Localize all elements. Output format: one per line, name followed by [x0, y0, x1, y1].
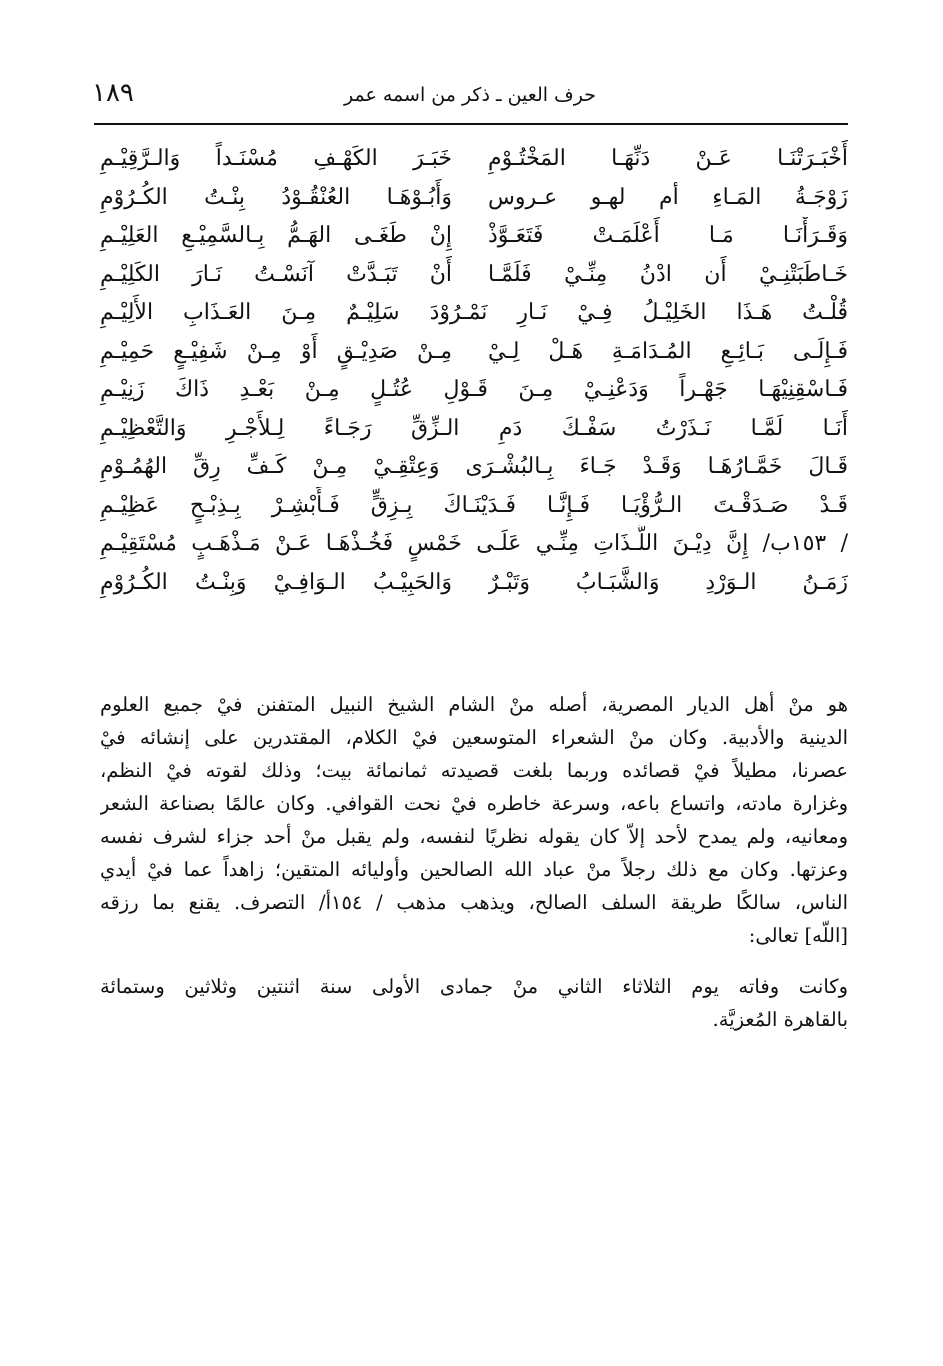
paragraph-1-line: الناس، سالكًا طريقة السلف الصالح، ويذهب مذهب / ١٥٤أ/ التصرف. يقنع بما رزقه — [100, 891, 848, 914]
verse-6-second-hemistich: مِـنْ صَدِيْـقٍ أَوْ مِـنْ شَفِيْـعٍ حَمِيْـمِ — [100, 338, 452, 364]
paragraph-1-line: [اللّه] تعالى: — [748, 924, 848, 947]
verse-12-second-hemistich: وَالحَبِيْـبُ الـوَافِـيْ وَبِنْـتُ الكُـرُوْمِ — [100, 569, 452, 595]
verse-2-first-hemistich: زَوْجَـةُ المَـاءِ أم لهـو عـروس — [488, 184, 848, 210]
verse-7-full: فَـاسْقِنِيْهَـا جَهْـراً وَدَعْنِـيْ مِـنَ قَـوْلِ عُتُـلٍ مِـنْ بَعْـدِ ذَاكَ زَنِيْـمِ — [100, 377, 848, 402]
verse-4-first-hemistich: خَـاطَبَتْنِـيْ أَن ادْنُ مِنِّـيْ فَلَمَّـا — [488, 261, 848, 287]
verse-1 — [100, 140, 848, 179]
page-number: ١٨٩ — [92, 78, 134, 108]
verse-2 — [100, 179, 848, 218]
verse-6-first-hemistich: فَـإِلَـى بَـائِـعِ المُـدَامَـةِ هَـلْ لِـيْ — [488, 338, 848, 364]
paragraph-2 — [100, 970, 848, 1036]
verse-10 — [100, 487, 848, 526]
paragraph-1-line: هو منْ أهل الديار المصرية، أصله منْ الشام الشيخ النبيل المتفنن فيْ جميع العلوم — [100, 693, 848, 716]
verse-5-full: قُلْـتُ هَـذَا الخَلِيْـلُ فِـيْ نَـارِ نَمْـرُوْدَ سَلِيْـمٌ مِـنَ العَـذَابِ الأَلِيْـمِ — [100, 300, 848, 325]
header-rule — [94, 123, 848, 125]
paragraph-1-line: وعزتها. وكان مع ذلك رجلاً منْ عباد الله الصالحين وأوليائه المتقين؛ زاهداً عما فيْ أيدي — [100, 858, 848, 881]
verse-7 — [100, 371, 848, 410]
verse-9-full: قَـالَ خَمَّـارُهَـا وَقَـدْ جَـاءَ بِـالبُشْـرَى وَعِتْقِـيْ مِـنْ كَـفِّ رِقِّ الهُمُـوْمِ — [100, 454, 848, 479]
verse-4-second-hemistich: أَنْ تَبَـدَّتْ آنَسْـتُ نَـارَ الكَلِيْـمِ — [100, 261, 452, 287]
biography-text — [100, 688, 848, 1036]
paragraph-1 — [100, 688, 848, 952]
verse-1-second-hemistich: خَبَـرَ الكَهْـفِ مُسْنَـداً وَالـرَّقِيْـمِ — [100, 146, 452, 171]
paragraph-2-line: وكانت وفاته يوم الثلاثاء الثاني منْ جمادى الأولى سنة اثنتين وثلاثين وستمائة — [100, 975, 848, 998]
verse-11 — [100, 525, 848, 564]
verse-9 — [100, 448, 848, 487]
paragraph-1-line: وغزارة مادته، واتساع باعه، وسرعة خاطره فيْ نحت القوافي. وكان عالمًا بصناعة الشعر — [100, 792, 848, 815]
verse-3 — [100, 217, 848, 256]
verse-1-first-hemistich: أَخْبَـرَتْنَـا عَـنْ دَنِّهَـا المَخْتُـوْمِ — [488, 146, 848, 171]
verse-6 — [100, 333, 848, 372]
running-title: حرف العين ـ ذكر من اسمه عمر — [344, 84, 596, 106]
verse-2-second-hemistich: وَأَبُـوْهَـا العُنْقُـوْدُ بِنْـتُ الكُـرُوْمِ — [100, 184, 452, 210]
verse-8-full: أَنَـا لَمَّـا نَـذَرْتُ سَفْـكَ دَمِ الـزِّقِّ رَجَـاءً لِـلأَجْـرِ وَالتَّعْظِيْـمِ — [100, 415, 848, 441]
paragraph-1-line: ومعانيه، ولم يمدح لأحد إلاّ كان يقوله نظريًا لنفسه، ولم يقبل منْ أحد جزاء لشرف نفسه — [100, 825, 848, 848]
verse-3-first-hemistich: وَقَـرَأْنَـا مَـا أَعْلَمَـتْ فَتَعَـوَّذْ — [488, 223, 848, 248]
verse-10-full: قَـدْ صَـدَقْـتَ الـرُّؤْيَـا فَـإِنَّـا فَـدَيْنَـاكَ بِـزِقٍّ فَـأَبْشِـرْ بِـذِبْـحٍ عَظِيْـمِ — [100, 492, 848, 518]
verse-3-second-hemistich: إِنْ طَغَـى الهَـمُّ بِـالسَّمِيْـعِ العَلِيْـمِ — [100, 223, 452, 248]
verse-4 — [100, 256, 848, 295]
verse-12-first-hemistich: زَمَـنُ الـوَرْدِ وَالشَّبَـابُ وَتَبْـرٌ — [488, 569, 848, 595]
verse-5 — [100, 294, 848, 333]
verse-12 — [100, 564, 848, 603]
paragraph-2-line: بالقاهرة المُعزيَّة. — [712, 1008, 848, 1031]
paragraph-1-line: الدينية والأدبية. وكان منْ الشعراء المتوسعين فيْ الكلام، المقتدرين على إنشائه فيْ — [100, 726, 848, 749]
verse-11-full: / ١٥٣ب/ إِنَّ دِيْـنَ اللَّـذَاتِ مِنِّـي عَلَـى خَمْسٍ فَخُـذْهَـا عَـنْ مَـذْهَـبٍ مُسْتَقِيْـمِ — [100, 531, 848, 556]
poem — [100, 140, 848, 602]
verse-8 — [100, 410, 848, 449]
paragraph-1-line: عصرنا، مطيلاً فيْ قصائده وربما بلغت قصيدته ثمانمائة بيت؛ وذلك لقوته فيْ النظم، — [100, 759, 848, 782]
